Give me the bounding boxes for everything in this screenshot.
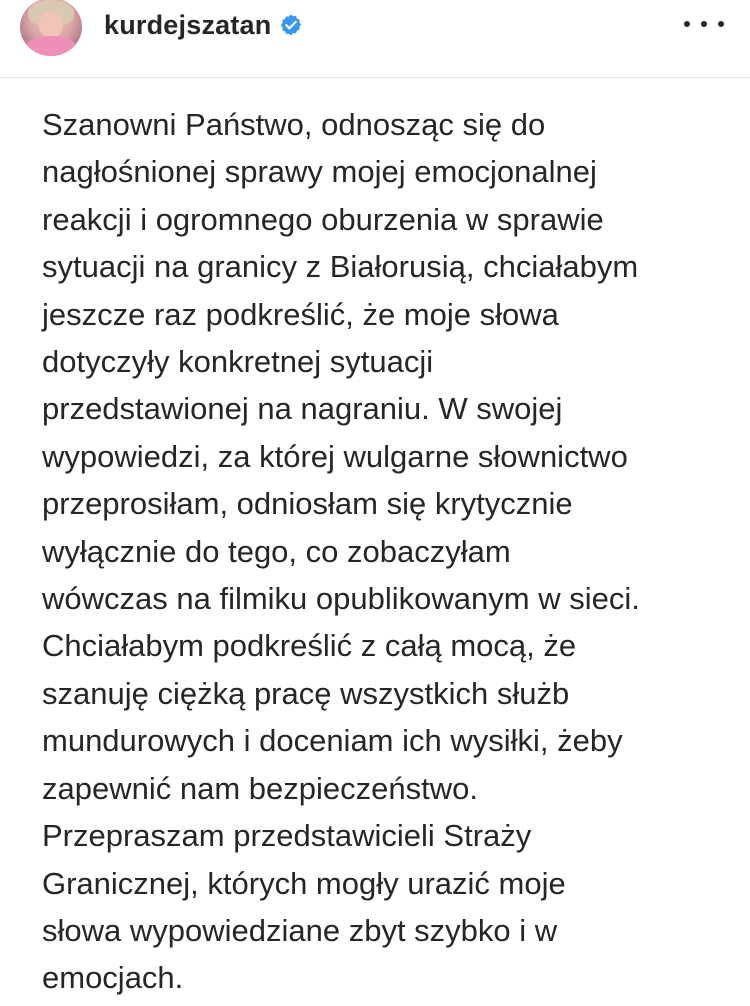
avatar-face — [39, 12, 63, 38]
verified-badge-icon — [279, 13, 303, 37]
more-dot — [684, 21, 690, 27]
avatar-top — [26, 36, 76, 56]
avatar[interactable] — [20, 0, 82, 56]
username-link[interactable]: kurdejszatan — [104, 9, 272, 40]
post-header — [0, 0, 750, 78]
post-caption: Szanowni Państwo, odnosząc się do nagłośnionej sprawy mojej emocjonalnej reakcji i ogromnego oburzenia w sprawie sytuacji na granicy z Białorusią, chciałabym jeszcze raz podkreślić, że moje słowa dotyczyły konkretnej sytuacji przedstawionej na nagraniu. W swojej wypowiedzi, za której wulgarne słownictwo przeprosiłam, odniosłam się krytycznie wyłącznie do tego, co zobaczyłam wówczas na filmiku opublikowanym w sieci. Chciałabym podkreślić z całą mocą, że szanuję ciężką pracę wszystkich służb mundurowych i doceniam ich wysiłki, żeby zapewnić nam bezpieczeństwo. Przepraszam przedstawicieli Straży Granicznej, których mogły urazić moje słowa wypowiedziane zbyt szybko i w emocjach. — [42, 107, 640, 996]
more-options-icon[interactable] — [684, 12, 724, 36]
username-group — [104, 8, 303, 42]
more-dot — [718, 21, 724, 27]
more-dot — [701, 21, 707, 27]
